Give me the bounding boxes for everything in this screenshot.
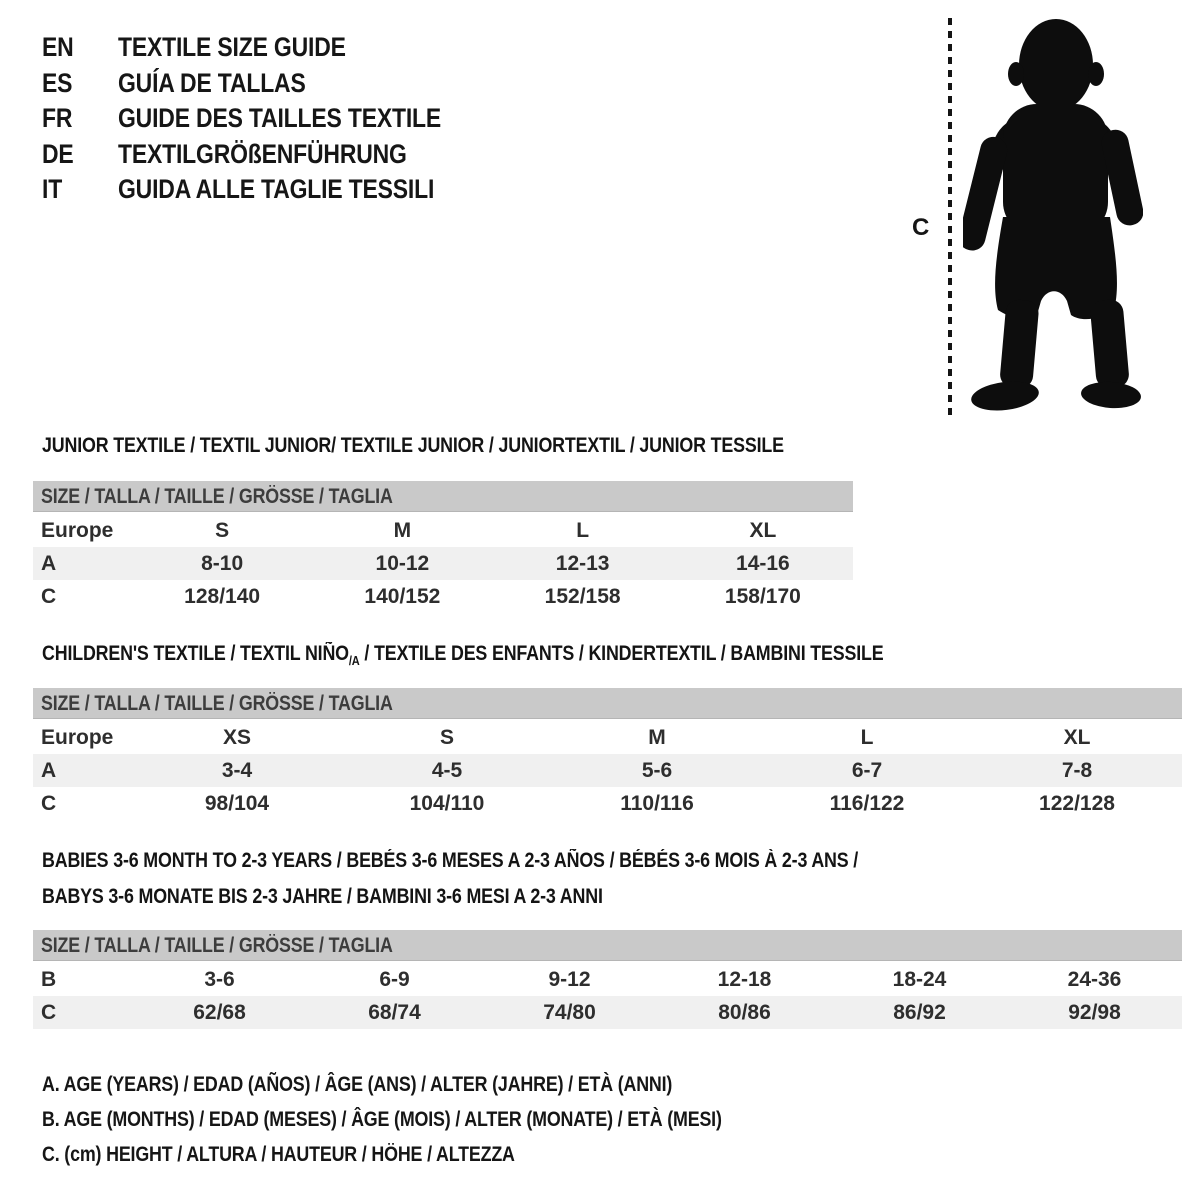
row-label: Europe	[41, 725, 114, 749]
row-label: C	[41, 584, 57, 608]
age-cell: 6-7	[851, 758, 883, 782]
size-cell: L	[860, 725, 874, 749]
height-cell: 122/128	[1039, 791, 1115, 815]
size-cell: XL	[1063, 725, 1091, 749]
junior-size-table	[33, 481, 853, 613]
legend-line-height-cm: C. (cm) HEIGHT / ALTURA / HAUTEUR / HÖHE / ALTEZZA	[42, 1143, 515, 1166]
legend-line-age-months: B. AGE (MONTHS) / EDAD (MESES) / ÂGE (MOIS) / ALTER (MONATE) / ETÀ (MESI)	[42, 1108, 722, 1131]
language-code: FR	[42, 103, 73, 134]
height-dashed-line	[948, 18, 952, 416]
table-row-age	[33, 547, 853, 580]
age-cell: 3-4	[221, 758, 253, 782]
babies-section-title-line2: BABYS 3-6 MONATE BIS 2-3 JAHRE / BAMBINI 3-6 MESI A 2-3 ANNI	[42, 885, 603, 908]
height-cell: 116/122	[829, 791, 905, 815]
language-row-es	[42, 66, 498, 102]
language-row-fr	[42, 101, 498, 137]
height-measure-label: C	[912, 214, 930, 241]
language-code: EN	[42, 32, 74, 63]
size-header-label: SIZE / TALLA / TAILLE / GRÖSSE / TAGLIA	[41, 933, 393, 957]
height-cell: 92/98	[1068, 1000, 1121, 1024]
height-cell: 80/86	[718, 1000, 771, 1024]
language-title: TEXTILGRÖßENFÜHRUNG	[118, 138, 407, 169]
size-cell: L	[576, 518, 590, 542]
children-title-part2: / TEXTILE DES ENFANTS / KINDERTEXTIL / BAMBINI TESSILE	[359, 642, 884, 665]
height-cell: 68/74	[368, 1000, 421, 1024]
age-cell: 12-13	[555, 551, 610, 575]
toddler-silhouette-icon	[963, 12, 1143, 417]
size-header-label: SIZE / TALLA / TAILLE / GRÖSSE / TAGLIA	[41, 484, 393, 508]
months-cell: 12-18	[717, 967, 772, 991]
age-cell: 5-6	[641, 758, 673, 782]
row-label: A	[41, 758, 57, 782]
size-header-label: SIZE / TALLA / TAILLE / GRÖSSE / TAGLIA	[41, 691, 393, 715]
size-cell: S	[439, 725, 454, 749]
language-title: GUIDE DES TAILLES TEXTILE	[118, 103, 442, 134]
age-cell: 14-16	[736, 551, 790, 575]
table-row-height	[33, 996, 1182, 1029]
height-cell: 152/158	[544, 584, 621, 608]
language-title: TEXTILE SIZE GUIDE	[118, 32, 346, 63]
height-cell: 86/92	[893, 1000, 946, 1024]
language-code: DE	[42, 138, 74, 169]
size-cell: S	[215, 518, 230, 542]
language-title: GUIDA ALLE TAGLIE TESSILI	[118, 174, 435, 205]
table-row-height	[33, 787, 1182, 820]
row-label: Europe	[41, 518, 114, 542]
children-section-title	[42, 642, 884, 668]
table-row-age	[33, 754, 1182, 787]
size-cell: XS	[222, 725, 251, 749]
size-cell: M	[393, 518, 412, 542]
row-label: C	[41, 1000, 57, 1024]
children-size-table	[33, 688, 1182, 820]
children-title-part1: CHILDREN'S TEXTILE / TEXTIL NIÑO	[42, 642, 349, 665]
language-code: IT	[42, 174, 63, 205]
table-row-europe	[33, 721, 1182, 754]
size-cell: XL	[749, 518, 777, 542]
language-code: ES	[42, 67, 73, 98]
height-cell: 62/68	[193, 1000, 246, 1024]
height-cell: 98/104	[204, 791, 270, 815]
language-title-list	[42, 30, 498, 208]
language-row-en	[42, 30, 498, 66]
row-label: C	[41, 791, 57, 815]
babies-table-size-header	[33, 930, 1182, 961]
size-cell: M	[648, 725, 666, 749]
children-table-size-header	[33, 688, 1182, 719]
age-cell: 4-5	[431, 758, 463, 782]
language-row-de	[42, 137, 498, 173]
height-cell: 104/110	[409, 791, 485, 815]
row-label: A	[41, 551, 57, 575]
babies-size-table	[33, 930, 1182, 1029]
months-cell: 3-6	[204, 967, 235, 991]
months-cell: 9-12	[548, 967, 591, 991]
junior-table-size-header	[33, 481, 853, 512]
height-cell: 128/140	[184, 584, 261, 608]
height-cell: 158/170	[724, 584, 801, 608]
row-label: B	[41, 967, 57, 991]
age-cell: 10-12	[375, 551, 430, 575]
junior-section-title: JUNIOR TEXTILE / TEXTIL JUNIOR/ TEXTILE JUNIOR / JUNIORTEXTIL / JUNIOR TESSILE	[42, 434, 784, 457]
legend-line-age-years: A. AGE (YEARS) / EDAD (AÑOS) / ÂGE (ANS) / ALTER (JAHRE) / ETÀ (ANNI)	[42, 1073, 673, 1096]
height-cell: 74/80	[543, 1000, 596, 1024]
months-cell: 18-24	[892, 967, 947, 991]
children-title-subscript: /A	[348, 653, 360, 669]
language-title: GUÍA DE TALLAS	[118, 67, 306, 98]
age-cell: 8-10	[201, 551, 244, 575]
age-cell: 7-8	[1061, 758, 1093, 782]
language-row-it	[42, 172, 498, 208]
height-cell: 140/152	[364, 584, 441, 608]
table-row-height	[33, 580, 853, 613]
height-cell: 110/116	[620, 791, 694, 815]
table-row-europe	[33, 514, 853, 547]
months-cell: 6-9	[379, 967, 410, 991]
table-row-months	[33, 963, 1182, 996]
babies-section-title-line1: BABIES 3-6 MONTH TO 2-3 YEARS / BEBÉS 3-6 MESES A 2-3 AÑOS / BÉBÉS 3-6 MOIS À 2-3 ANS /	[42, 849, 859, 872]
months-cell: 24-36	[1067, 967, 1122, 991]
